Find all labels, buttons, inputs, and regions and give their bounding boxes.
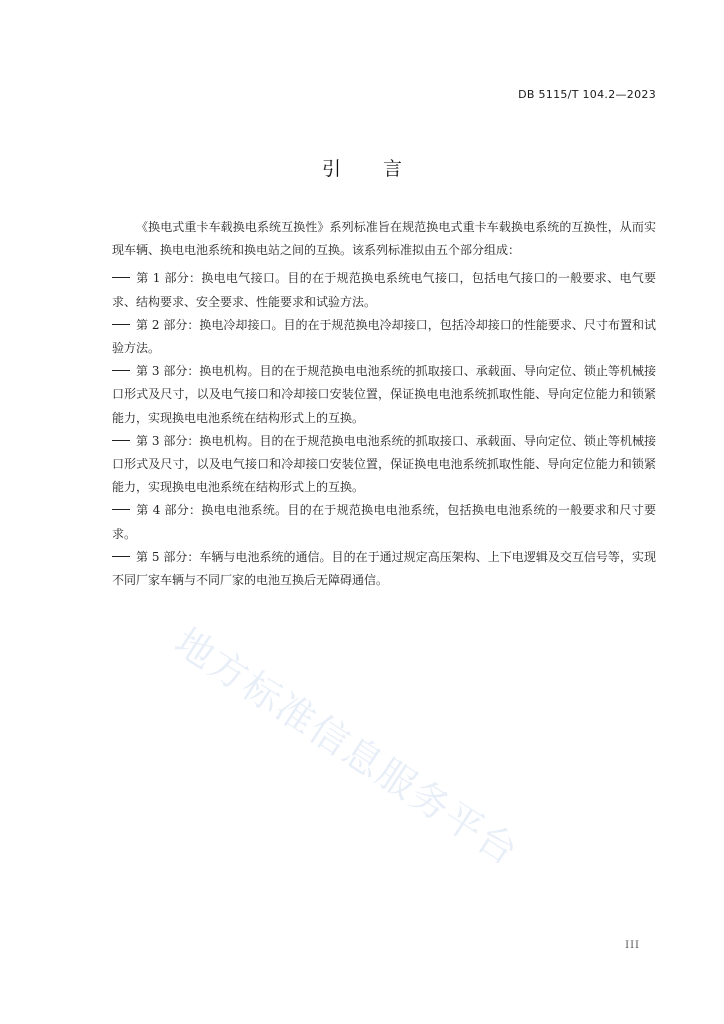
document-code: DB 5115/T 104.2—2023 <box>518 88 656 101</box>
dash-marker <box>112 509 130 510</box>
dash-marker <box>112 324 130 325</box>
list-item-text: 第 5 部分：车辆与电池系统的通信。目的在于通过规定高压架构、上下电逻辑及交互信号等，实现不同厂家车辆与不同厂家的电池互换后无障碍通信。 <box>112 549 656 588</box>
list-item-text: 第 3 部分：换电机构。目的在于规范换电电池系统的抓取接口、承载面、导向定位、锁止等机械接口形式及尺寸，以及电气接口和冷却接口安装位置，保证换电电池系统抓取性能、导向定位能力和锁紧能力，实现换电电池系统在结构形式上的互换。 <box>112 364 656 425</box>
list-item <box>112 430 656 500</box>
list-item-text: 第 2 部分：换电冷却接口。目的在于规范换电冷却接口，包括冷却接口的性能要求、尺寸布置和试验方法。 <box>112 317 656 356</box>
list-item <box>112 546 656 592</box>
list-item <box>112 360 656 430</box>
intro-paragraph: 《换电式重卡车载换电系统互换性》系列标准旨在规范换电式重卡车载换电系统的互换性，从而实现车辆、换电电池系统和换电站之间的互换。该系列标准拟由五个部分组成： <box>112 220 656 258</box>
dash-marker <box>112 370 130 371</box>
dash-marker <box>112 277 130 278</box>
page-title: 引言 <box>321 158 444 180</box>
list-item-text: 第 4 部分：换电电池系统。目的在于规范换电电池系统，包括换电电池系统的一般要求和尺寸要求。 <box>112 503 656 541</box>
document-body <box>112 216 656 592</box>
watermark: 地方标准信息服务平台 <box>167 619 527 875</box>
list-item-text: 第 1 部分：换电电气接口。目的在于规范换电系统电气接口，包括电气接口的一般要求、电气要求、结构要求、安全要求、性能要求和试验方法。 <box>112 271 656 309</box>
dash-marker <box>112 556 130 557</box>
list-item-text: 第 3 部分：换电机构。目的在于规范换电电池系统的抓取接口、承载面、导向定位、锁止等机械接口形式及尺寸，以及电气接口和冷却接口安装位置，保证换电电池系统抓取性能、导向定位能力和锁紧能力，实现换电电池系统在结构形式上的互换。 <box>112 433 656 495</box>
list-item <box>112 499 656 545</box>
list-item <box>112 314 656 360</box>
page-number: III <box>625 940 640 951</box>
list-item <box>112 267 656 313</box>
part-list <box>112 267 656 592</box>
dash-marker <box>112 440 130 441</box>
